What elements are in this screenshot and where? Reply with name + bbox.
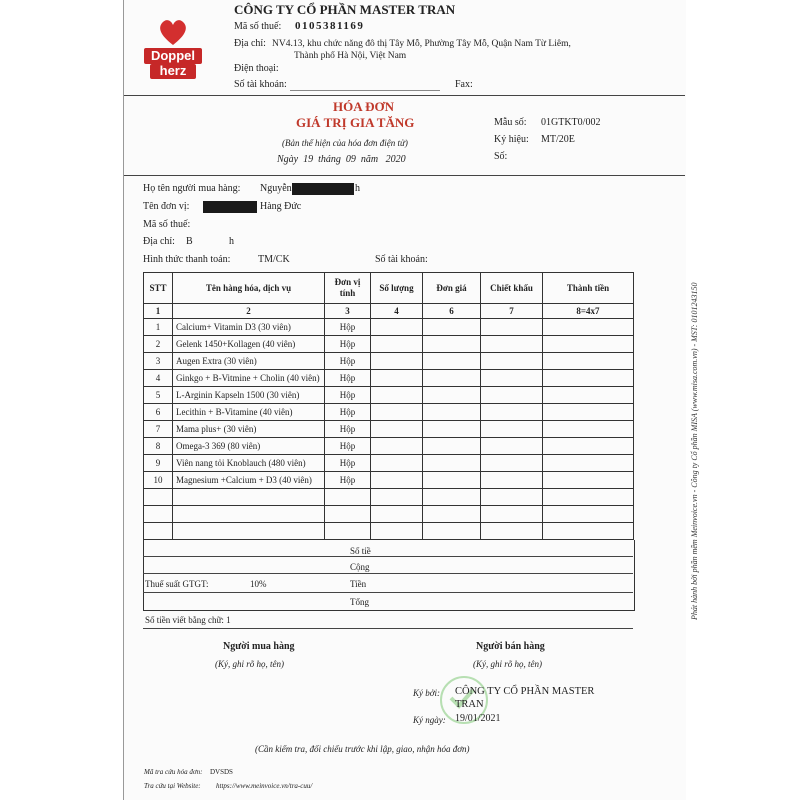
unit-cell: Hộp [325, 387, 371, 404]
stt-cell: 5 [144, 387, 173, 404]
header-amount: Thành tiền [543, 273, 634, 304]
header-stt: STT [144, 273, 173, 304]
empty-cell [543, 489, 634, 506]
discount-cell [481, 438, 543, 455]
empty-cell [481, 489, 543, 506]
discount-cell [481, 472, 543, 489]
footer-note: (Cần kiểm tra, đối chiếu trước khi lập, giao, nhận hóa đơn) [255, 744, 470, 754]
colnum: 2 [173, 304, 325, 319]
empty-cell [144, 506, 173, 523]
amount-cell [543, 336, 634, 353]
discount-cell [481, 387, 543, 404]
company-account-label: Số tài khoản: [234, 79, 287, 90]
unit-cell: Hộp [325, 370, 371, 387]
discount-cell [481, 353, 543, 370]
company-address-label: Địa chỉ: [234, 38, 266, 49]
signed-date: 19/01/2021 [455, 713, 501, 724]
stt-cell: 8 [144, 438, 173, 455]
quantity-cell [371, 353, 423, 370]
quantity-cell [371, 370, 423, 387]
header-discount: Chiết khấu [481, 273, 543, 304]
empty-cell [371, 523, 423, 540]
totals-line-3 [143, 592, 633, 593]
symbol-label: Ký hiệu: [494, 134, 529, 145]
totals-line-2 [143, 573, 633, 574]
price-cell [423, 421, 481, 438]
header-price: Đơn giá [423, 273, 481, 304]
amount-cell [543, 370, 634, 387]
redacted-unit-name [203, 201, 257, 213]
header-product: Tên hàng hóa, dịch vụ [173, 273, 325, 304]
discount-cell [481, 319, 543, 336]
amount-cell [543, 455, 634, 472]
symbol-value: MT/20E [541, 134, 575, 145]
product-name-cell: Viên nang tỏi Knoblauch (480 viên) [173, 455, 325, 472]
seller-signature-hint: (Ký, ghi rõ họ, tên) [473, 659, 542, 669]
invoice-title: HÓA ĐƠN [333, 99, 395, 114]
unit-cell: Hộp [325, 336, 371, 353]
discount-cell [481, 370, 543, 387]
discount-cell [481, 336, 543, 353]
totals-line-1 [143, 556, 633, 557]
logo-text-line2: herz [150, 64, 196, 79]
lookup-code-label: Mã tra cứu hóa đơn: [144, 768, 203, 776]
stt-cell: 10 [144, 472, 173, 489]
account-underline [290, 90, 440, 91]
colnum: 1 [144, 304, 173, 319]
unit-cell: Hộp [325, 472, 371, 489]
buyer-signature-hint: (Ký, ghi rõ họ, tên) [215, 659, 284, 669]
empty-cell [481, 523, 543, 540]
unit-cell: Hộp [325, 421, 371, 438]
software-issuer-note: Phát hành bởi phần mềm Meinvoice.vn - Công ty Cổ phần MISA (www.misa.com.vn) - MST: 0101243150 [690, 282, 699, 620]
colnum: 7 [481, 304, 543, 319]
totals-bottom-line [143, 628, 633, 629]
invoice-subtitle: (Bản thể hiện của hóa đơn điện tử) [282, 138, 408, 148]
table-header-row [144, 273, 634, 304]
empty-cell [325, 523, 371, 540]
lookup-site-label: Tra cứu tại Website: [144, 782, 201, 790]
empty-cell [543, 506, 634, 523]
unit-cell: Hộp [325, 455, 371, 472]
product-name-cell: Augen Extra (30 viên) [173, 353, 325, 370]
heart-icon [158, 18, 188, 46]
buyer-name-label: Họ tên người mua hàng: [143, 183, 241, 194]
empty-cell [144, 523, 173, 540]
company-tax-label: Mã số thuế: [234, 21, 282, 32]
lookup-site: https://www.meinvoice.vn/tra-cuu/ [216, 782, 313, 790]
payment-method: TM/CK [258, 254, 290, 265]
company-tax-code: 0105381169 [295, 20, 365, 32]
empty-cell [173, 523, 325, 540]
table-row [144, 336, 634, 353]
empty-cell [144, 489, 173, 506]
product-name-cell: L-Arginin Kapseln 1500 (30 viên) [173, 387, 325, 404]
colnum: 8=4x7 [543, 304, 634, 319]
stt-cell: 3 [144, 353, 173, 370]
product-name-cell: Calcium+ Vitamin D3 (30 viên) [173, 319, 325, 336]
amount-in-words: Số tiền viết bằng chữ: 1 [145, 615, 231, 625]
date-day: 19 [303, 154, 314, 165]
form-value: 01GTKT0/002 [541, 117, 601, 128]
empty-row [144, 489, 634, 506]
empty-cell [423, 489, 481, 506]
form-label: Mẫu số: [494, 117, 527, 128]
buyer-unit-label: Tên đơn vị: [143, 201, 190, 212]
colnum: 6 [423, 304, 481, 319]
logo-text-line1: Doppel [144, 48, 202, 64]
empty-cell [423, 506, 481, 523]
unit-cell: Hộp [325, 353, 371, 370]
price-cell [423, 404, 481, 421]
unit-cell: Hộp [325, 404, 371, 421]
buyer-signature-title: Người mua hàng [223, 641, 295, 652]
price-cell [423, 370, 481, 387]
amount-cell [543, 438, 634, 455]
price-cell [423, 319, 481, 336]
quantity-cell [371, 421, 423, 438]
signed-by-line2: TRAN [455, 699, 484, 710]
company-name: CÔNG TY CỔ PHẦN MASTER TRAN [234, 2, 456, 17]
amount-cell [543, 421, 634, 438]
buyer-address-label: Địa chỉ: [143, 236, 175, 247]
invoice-title-vat: GIÁ TRỊ GIA TĂNG [296, 115, 415, 130]
column-number-row [144, 304, 634, 319]
signed-by-label: Ký bởi: [413, 688, 441, 698]
price-cell [423, 353, 481, 370]
discount-cell [481, 404, 543, 421]
colnum: 3 [325, 304, 371, 319]
header-divider [124, 95, 685, 96]
stt-cell: 1 [144, 319, 173, 336]
empty-row [144, 523, 634, 540]
number-label: Số: [494, 151, 508, 162]
product-name-cell: Gelenk 1450+Kollagen (40 viên) [173, 336, 325, 353]
buyer-account-label: Số tài khoản: [375, 254, 428, 265]
sum-label: Cộng [350, 562, 370, 572]
quantity-cell [371, 404, 423, 421]
colnum: 4 [371, 304, 423, 319]
discount-cell [481, 455, 543, 472]
signed-date-label: Ký ngày: [413, 715, 446, 725]
empty-cell [423, 523, 481, 540]
subtotal-label: Số tiề [350, 546, 371, 556]
product-name-cell: Omega-3 369 (80 viên) [173, 438, 325, 455]
price-cell [423, 455, 481, 472]
unit-cell: Hộp [325, 319, 371, 336]
amount-cell [543, 472, 634, 489]
product-name-cell: Ginkgo + B-Vitmine + Cholin (40 viên) [173, 370, 325, 387]
table-row [144, 455, 634, 472]
seller-signature-title: Người bán hàng [476, 641, 545, 652]
quantity-cell [371, 387, 423, 404]
title-divider [124, 175, 685, 176]
buyer-name-suffix: h [355, 183, 360, 194]
table-row [144, 438, 634, 455]
company-address-line2: Thành phố Hà Nội, Việt Nam [294, 51, 407, 61]
buyer-name-prefix: Nguyễn [260, 183, 292, 194]
unit-cell: Hộp [325, 438, 371, 455]
amount-cell [543, 404, 634, 421]
price-cell [423, 387, 481, 404]
product-name-cell: Lecithin + B-Vitamine (40 viên) [173, 404, 325, 421]
amount-cell [543, 387, 634, 404]
lookup-code: DVSDS [210, 768, 233, 776]
quantity-cell [371, 319, 423, 336]
vat-rate-label: Thuế suất GTGT: [145, 579, 209, 589]
quantity-cell [371, 472, 423, 489]
table-row [144, 387, 634, 404]
amount-cell [543, 353, 634, 370]
price-cell [423, 472, 481, 489]
date-day-label: Ngày [277, 154, 299, 165]
stt-cell: 9 [144, 455, 173, 472]
buyer-unit-suffix: Hàng Đức [260, 201, 302, 212]
empty-cell [481, 506, 543, 523]
empty-row [144, 506, 634, 523]
doppelherz-logo [134, 18, 212, 80]
date-year-label: năm [360, 154, 379, 165]
price-cell [423, 438, 481, 455]
empty-cell [173, 489, 325, 506]
header-unit: Đơn vị tính [325, 273, 371, 304]
product-name-cell: Mama plus+ (30 viên) [173, 421, 325, 438]
empty-cell [173, 506, 325, 523]
amount-cell [543, 319, 634, 336]
buyer-address-prefix: B [186, 236, 193, 247]
company-fax-label: Fax: [455, 79, 473, 90]
empty-cell [325, 489, 371, 506]
stt-cell: 7 [144, 421, 173, 438]
totals-section [143, 540, 635, 611]
company-phone-label: Điện thoại: [234, 63, 279, 74]
quantity-cell [371, 455, 423, 472]
table-row [144, 353, 634, 370]
product-name-cell: Magnesium +Calcium + D3 (40 viên) [173, 472, 325, 489]
grand-total-label: Tổng [350, 597, 369, 607]
company-address-line1: NV4.13, khu chức năng đô thị Tây Mỗ, Phường Tây Mỗ, Quận Nam Từ Liêm, [272, 39, 571, 49]
quantity-cell [371, 336, 423, 353]
empty-cell [371, 506, 423, 523]
empty-cell [543, 523, 634, 540]
vat-amount-label: Tiền [350, 579, 367, 589]
header-quantity: Số lượng [371, 273, 423, 304]
date-month: 09 [345, 154, 356, 165]
empty-cell [325, 506, 371, 523]
buyer-address-suffix: h [229, 236, 234, 247]
vat-rate-value: 10% [250, 579, 267, 589]
table-row [144, 472, 634, 489]
table-row [144, 421, 634, 438]
quantity-cell [371, 438, 423, 455]
buyer-tax-label: Mã số thuế: [143, 219, 191, 230]
discount-cell [481, 421, 543, 438]
invoice-date [277, 154, 406, 166]
empty-cell [371, 489, 423, 506]
redacted-buyer-name [292, 183, 354, 195]
price-cell [423, 336, 481, 353]
stt-cell: 2 [144, 336, 173, 353]
table-row [144, 404, 634, 421]
payment-label: Hình thức thanh toán: [143, 254, 231, 265]
date-month-label: tháng [318, 154, 341, 165]
stt-cell: 6 [144, 404, 173, 421]
items-table [143, 272, 634, 540]
table-row [144, 370, 634, 387]
stt-cell: 4 [144, 370, 173, 387]
table-row [144, 319, 634, 336]
date-year: 2020 [385, 154, 406, 165]
signed-by-line1: CÔNG TY CỔ PHẦN MASTER [455, 686, 595, 697]
